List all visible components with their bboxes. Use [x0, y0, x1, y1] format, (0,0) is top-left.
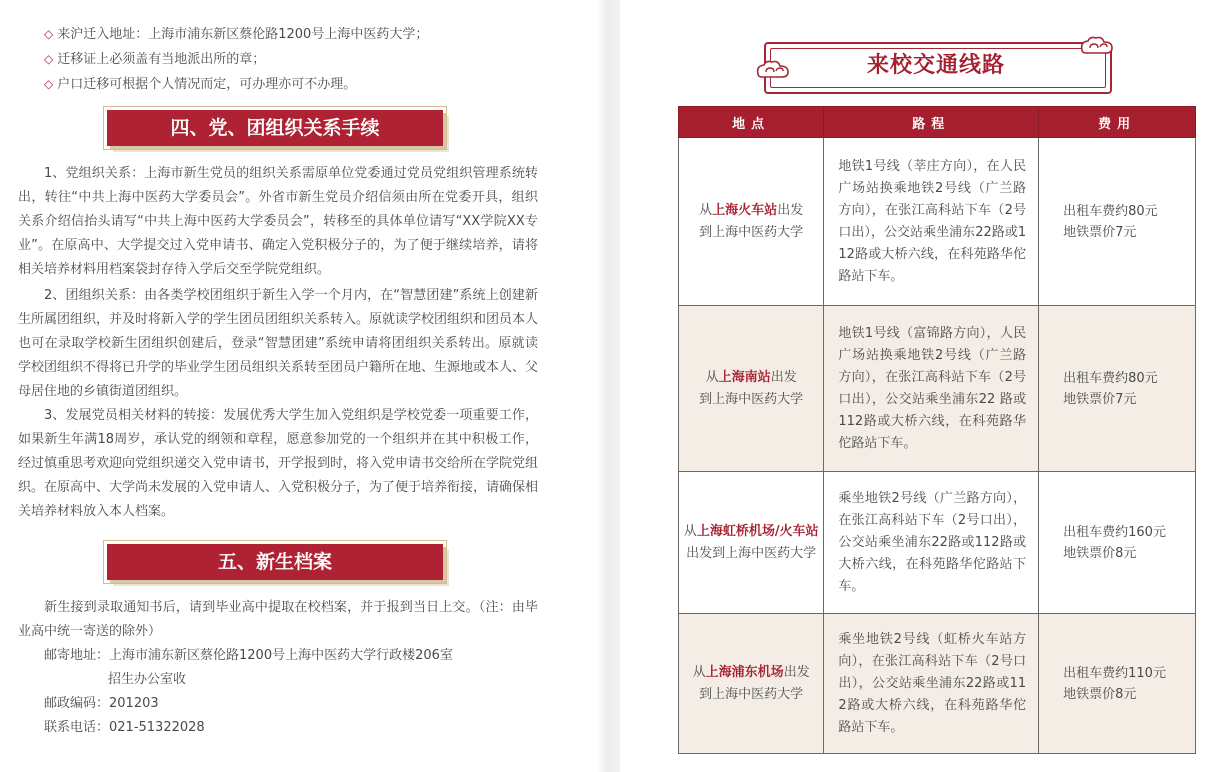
book-gutter	[596, 0, 620, 772]
bullet-item	[44, 47, 428, 72]
bullet-item	[44, 72, 428, 97]
diamond-icon: ◇	[44, 27, 54, 41]
table-row	[679, 614, 1196, 754]
bullet-text: 迁移证上必须盖有当地派出所的章；	[57, 52, 266, 67]
fee-cell: 出租车费约110元 地铁票价8元	[1039, 614, 1196, 754]
fee-cell: 出租车费约80元 地铁票价7元	[1039, 306, 1196, 472]
route-cell: 乘坐地铁2号线（虹桥火车站方向），在张江高科站下车（2号口出），公交站乘坐浦东22路或112路或大桥六线，在科苑路华佗路站下车。	[824, 614, 1039, 754]
contact-block	[44, 644, 453, 740]
diamond-icon: ◇	[44, 77, 54, 91]
table-row	[679, 306, 1196, 472]
mail-recipient: 招生办公室收	[108, 672, 187, 687]
header-location: 地点	[679, 107, 824, 138]
route-cell: 乘坐地铁2号线（广兰路方向），在张江高科站下车（2号口出），公交站乘坐浦东22路或112路或大桥六线，在科苑路华佗路站下车。	[824, 472, 1039, 614]
paragraph-text: 3、发展党员相关材料的转接：发展优秀大学生加入党组织是学校党委一项重要工作，如果新生年满18周岁，承认党的纲领和章程，愿意参加党的一个组织并在其中积极工作，经过慎重思考欢迎向党组织递交入党申请书，开学报到时，将入党申请书交给所在学院党组织。在原高中、大学尚未发展的入党申请人、入党积极分子，为了便于培养衔接，请确保相关培养材料放入本人档案。	[18, 408, 539, 519]
location-cell: 从上海浦东机场出发 到上海中医药大学	[679, 614, 824, 754]
paragraph-text: 1、党组织关系：上海市新生党员的组织关系需原单位党委通过党员党组织管理系统转出，转往“中共上海中医药大学委员会”。外省市新生党员介绍信须由所在党委开具，组织关系介绍信抬头请写“中共上海中医药大学委员会”，转移至的具体单位请写“XX学院XX专业”。在原高中、大学提交过入党申请书、确定入党积极分子的，为了便于继续培养，请将相关培养材料用档案袋封存待入学后交至学院党组织。	[18, 166, 538, 277]
bullet-list	[44, 22, 428, 97]
location-cell: 从上海南站出发 到上海中医药大学	[679, 306, 824, 472]
paragraph-archives	[18, 596, 538, 644]
fee-cell: 出租车费约160元 地铁票价8元	[1039, 472, 1196, 614]
postcode: 邮政编码：201203	[44, 696, 159, 711]
table-header-row	[679, 107, 1196, 138]
location-name: 上海南站	[718, 369, 771, 385]
right-page	[620, 0, 1214, 772]
bullet-text: 户口迁移可根据个人情况而定，可办理亦可不办理。	[57, 77, 357, 92]
location-cell: 从上海虹桥机场/火车站 出发到上海中医药大学	[679, 472, 824, 614]
location-name: 上海虹桥机场/火车站	[696, 523, 819, 539]
table-row	[679, 138, 1196, 306]
paragraph-text: 新生接到录取通知书后，请到毕业高中提取在校档案，并于报到当日上交。（注：由毕业高中统一寄送的除外）	[18, 600, 538, 639]
section-title-party-league: 四、党、团组织关系手续	[107, 110, 443, 146]
diamond-icon: ◇	[44, 52, 54, 66]
paragraph-text: 2、团组织关系：由各类学校团组织于新生入学一个月内，在“智慧团建”系统上创建新生所属团组织，并及时将新入学的学生团员团组织关系转入。原就读学校团组织和团员本人也可在录取学校新生团组织创建后，登录“智慧团建”系统申请将团组织关系转出。原就读学校团组织不得将已升学的毕业学生团员组织关系转至团员户籍所在地、生源地或本人、父母居住地的乡镇街道团组织。	[18, 288, 539, 399]
location-cell: 从上海火车站出发 到上海中医药大学	[679, 138, 824, 306]
left-page	[0, 0, 600, 772]
route-title: 来校交通线路	[866, 53, 1005, 78]
fee-cell: 出租车费约80元 地铁票价7元	[1039, 138, 1196, 306]
route-table	[678, 106, 1196, 754]
route-cell: 地铁1号线（莘庄方向），在人民广场站换乘地铁2号线（广兰路方向），在张江高科站下车（2号口出），公交站乘坐浦东22路或112路或大桥六线，在科苑路华佗路站下车。	[824, 138, 1039, 306]
paragraph-party-materials	[18, 404, 538, 524]
phone: 联系电话：021-51322028	[44, 720, 205, 735]
location-name: 上海浦东机场	[705, 664, 784, 680]
location-name: 上海火车站	[712, 202, 778, 218]
table-row	[679, 472, 1196, 614]
header-fee: 费用	[1039, 107, 1196, 138]
paragraph-league-relation	[18, 284, 538, 404]
bullet-text: 来沪迁入地址：上海市浦东新区蔡伦路1200号上海中医药大学；	[57, 27, 429, 42]
mail-address: 邮寄地址：上海市浦东新区蔡伦路1200号上海中医药大学行政楼206室	[44, 648, 453, 663]
route-cell: 地铁1号线（富锦路方向），人民广场站换乘地铁2号线（广兰路方向），在张江高科站下车（2号口出），公交站乘坐浦东22 路或112路或大桥六线，在科苑路华佗路站下车。	[824, 306, 1039, 472]
paragraph-party-relation	[18, 162, 538, 282]
bullet-item	[44, 22, 428, 47]
section-title-archives: 五、新生档案	[107, 544, 443, 580]
header-route: 路程	[824, 107, 1039, 138]
route-header	[754, 36, 1118, 96]
